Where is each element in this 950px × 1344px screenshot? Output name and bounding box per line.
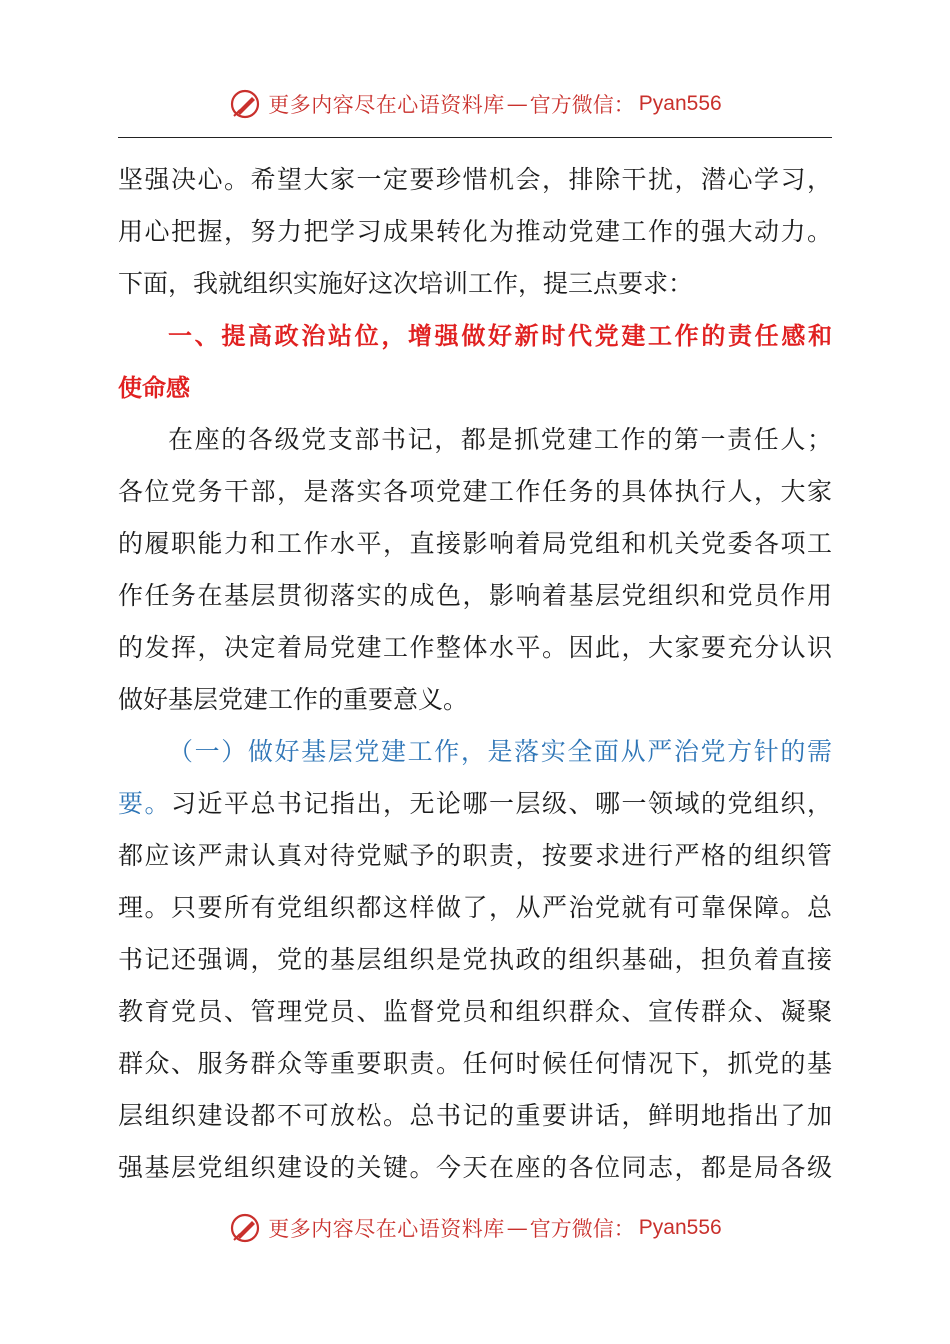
text-line: 用心把握，努力把学习成果转化为推动党建工作的强大动力。: [118, 217, 832, 246]
text-line: 作任务在基层贯彻落实的成色，影响着基层党组织和党员作用: [118, 581, 832, 610]
text-line: 在座的各级党支部书记，都是抓党建工作的第一责任人；: [168, 425, 832, 454]
paragraph-2: [118, 414, 832, 726]
paragraph-1: [118, 154, 832, 310]
text-line: 各位党务干部，是落实各项党建工作任务的具体执行人，大家: [118, 477, 832, 506]
section-heading-1: [118, 310, 832, 414]
text-line: 做好基层党建工作的重要意义。: [118, 685, 469, 714]
footer-wechat-label: 官方微信：: [529, 1217, 635, 1241]
pen-logo-icon: [228, 87, 262, 121]
heading-line: 一、提高政治站位，增强做好新时代党建工作的责任感和: [168, 322, 832, 350]
text-line: 教育党员、管理党员、监督党员和组织群众、宣传群众、凝聚: [118, 997, 832, 1026]
pen-logo-icon: [228, 1211, 262, 1245]
header-dash: —: [506, 92, 528, 116]
text-line: 书记还强调，党的基层组织是党执政的组织基础，担负着直接: [118, 945, 832, 974]
document-body: [118, 154, 832, 1194]
heading-line: 使命感: [118, 374, 190, 402]
subheading-end: 要。: [118, 789, 171, 818]
footer-wechat-id: Pyan556: [638, 1216, 722, 1239]
text-line: 坚强决心。希望大家一定要珍惜机会，排除干扰，潜心学习，: [118, 165, 832, 194]
footer-site-text: 更多内容尽在心语资料库: [268, 1217, 505, 1241]
text-line: 的履职能力和工作水平，直接影响着局党组和机关党委各项工: [118, 529, 832, 558]
text-line: 的发挥，决定着局党建工作整体水平。因此，大家要充分认识: [118, 633, 832, 662]
subheading-line: （一）做好基层党建工作，是落实全面从严治党方针的需: [168, 737, 832, 766]
text-segment: 习近平总书记指出，无论哪一层级、哪一领域的党组织，: [171, 789, 832, 818]
text-line: 强基层党组织建设的关键。今天在座的各位同志，都是局各级: [118, 1153, 832, 1182]
footer-banner: [0, 1208, 950, 1248]
header-wechat-label: 官方微信：: [529, 93, 635, 117]
text-line: 下面，我就组织实施好这次培训工作，提三点要求：: [118, 269, 694, 298]
text-line: 群众、服务群众等重要职责。任何时候任何情况下，抓党的基: [118, 1049, 832, 1078]
text-line: 理。只要所有党组织都这样做了，从严治党就有可靠保障。总: [118, 893, 832, 922]
footer-dash: —: [506, 1216, 528, 1240]
text-line: 层组织建设都不可放松。总书记的重要讲话，鲜明地指出了加: [118, 1101, 832, 1130]
header-banner: [0, 84, 950, 124]
paragraph-3: [118, 726, 832, 1194]
header-wechat-id: Pyan556: [638, 92, 722, 115]
text-line: 都应该严肃认真对待党赋予的职责，按要求进行严格的组织管: [118, 841, 832, 870]
header-site-text: 更多内容尽在心语资料库: [268, 93, 505, 117]
text-line: [118, 778, 832, 830]
header-divider: [118, 137, 832, 138]
